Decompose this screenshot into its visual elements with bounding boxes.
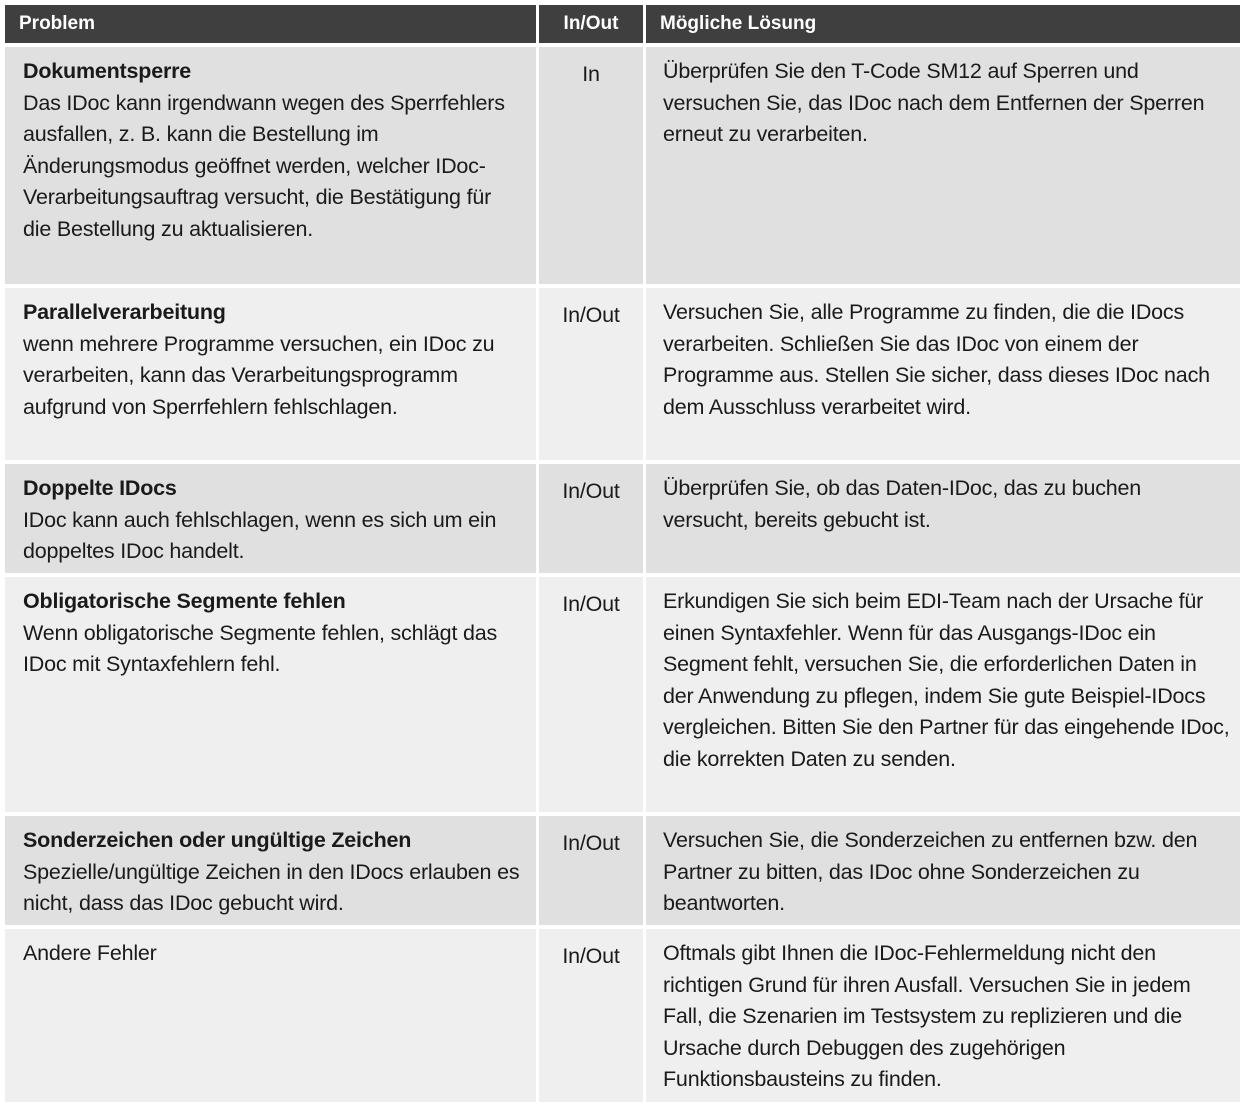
- inout-cell: In/Out: [539, 464, 643, 573]
- problem-cell: [5, 47, 536, 284]
- inout-cell: In/Out: [539, 929, 643, 1102]
- table-row: [5, 464, 1240, 573]
- solution-cell: Versuchen Sie, die Sonderzeichen zu entfernen bzw. den Partner zu bitten, das IDoc ohne Sonderzeichen zu beantworten.: [646, 816, 1240, 925]
- inout-cell: In/Out: [539, 288, 643, 460]
- solution-cell: Überprüfen Sie, ob das Daten-IDoc, das zu buchen versucht, bereits gebucht ist.: [646, 464, 1240, 573]
- solution-cell: Erkundigen Sie sich beim EDI-Team nach der Ursache für einen Syntaxfehler. Wenn für das Ausgangs-IDoc ein Segment fehlt, versuchen Sie, die erforderlichen Daten in der Anwendung zu pflegen, indem Sie gute Beispiel-IDocs vergleichen. Bitten Sie den Partner für das eingehende IDoc, die korrekten Daten zu senden.: [646, 577, 1240, 812]
- table-header: [5, 5, 1240, 43]
- solution-cell: Überprüfen Sie den T-Code SM12 auf Sperren und versuchen Sie, das IDoc nach dem Entfernen der Sperren erneut zu verarbeiten.: [646, 47, 1240, 284]
- header-inout: In/Out: [539, 5, 643, 43]
- problem-description: IDoc kann auch fehlschlagen, wenn es sich um ein doppeltes IDoc handelt.: [23, 507, 497, 563]
- table-row: [5, 929, 1240, 1102]
- problem-description: Das IDoc kann irgendwann wegen des Sperrfehlers ausfallen, z. B. kann die Bestellung im Änderungsmodus geöffnet werden, welcher IDoc-Verarbeitungsauftrag versucht, die Bestätigung für die Bestellung zu aktualisieren.: [23, 90, 505, 241]
- problem-title: Obligatorische Segmente fehlen: [23, 589, 346, 613]
- solution-cell: Oftmals gibt Ihnen die IDoc-Fehlermeldung nicht den richtigen Grund für ihren Ausfall. Versuchen Sie in jedem Fall, die Szenarien im Testsystem zu replizieren und die Ursache durch Debuggen des zugehörigen Funktionsbausteins zu finden.: [646, 929, 1240, 1102]
- problem-description: Andere Fehler: [23, 941, 157, 965]
- problem-description: Spezielle/ungültige Zeichen in den IDocs erlauben es nicht, dass das IDoc gebucht wird.: [23, 859, 520, 915]
- problem-description: Wenn obligatorische Segmente fehlen, schlägt das IDoc mit Syntaxfehlern fehl.: [23, 620, 498, 676]
- problem-title: Parallelverarbeitung: [23, 300, 226, 324]
- inout-cell: In: [539, 47, 643, 284]
- inout-cell: In/Out: [539, 577, 643, 812]
- header-problem: Problem: [5, 5, 536, 43]
- problem-cell: [5, 464, 536, 573]
- problem-cell: [5, 929, 536, 1102]
- table-row: [5, 288, 1240, 460]
- table-row: [5, 47, 1240, 284]
- solution-cell: Versuchen Sie, alle Programme zu finden, die die IDocs verarbeiten. Schließen Sie das IDoc von einem der Programme aus. Stellen Sie sicher, dass dieses IDoc nach dem Ausschluss verarbeitet wird.: [646, 288, 1240, 460]
- problem-description: wenn mehrere Programme versuchen, ein IDoc zu verarbeiten, kann das Verarbeitungsprogramm aufgrund von Sperrfehlern fehlschlagen.: [23, 331, 495, 419]
- problem-cell: [5, 288, 536, 460]
- inout-cell: In/Out: [539, 816, 643, 925]
- problem-title: Dokumentsperre: [23, 59, 192, 83]
- problem-cell: [5, 816, 536, 925]
- problem-cell: [5, 577, 536, 812]
- table-row: [5, 816, 1240, 925]
- table-row: [5, 577, 1240, 812]
- problem-title: Sonderzeichen oder ungültige Zeichen: [23, 828, 412, 852]
- problem-title: Doppelte IDocs: [23, 476, 177, 500]
- header-solution: Mögliche Lösung: [646, 5, 1240, 43]
